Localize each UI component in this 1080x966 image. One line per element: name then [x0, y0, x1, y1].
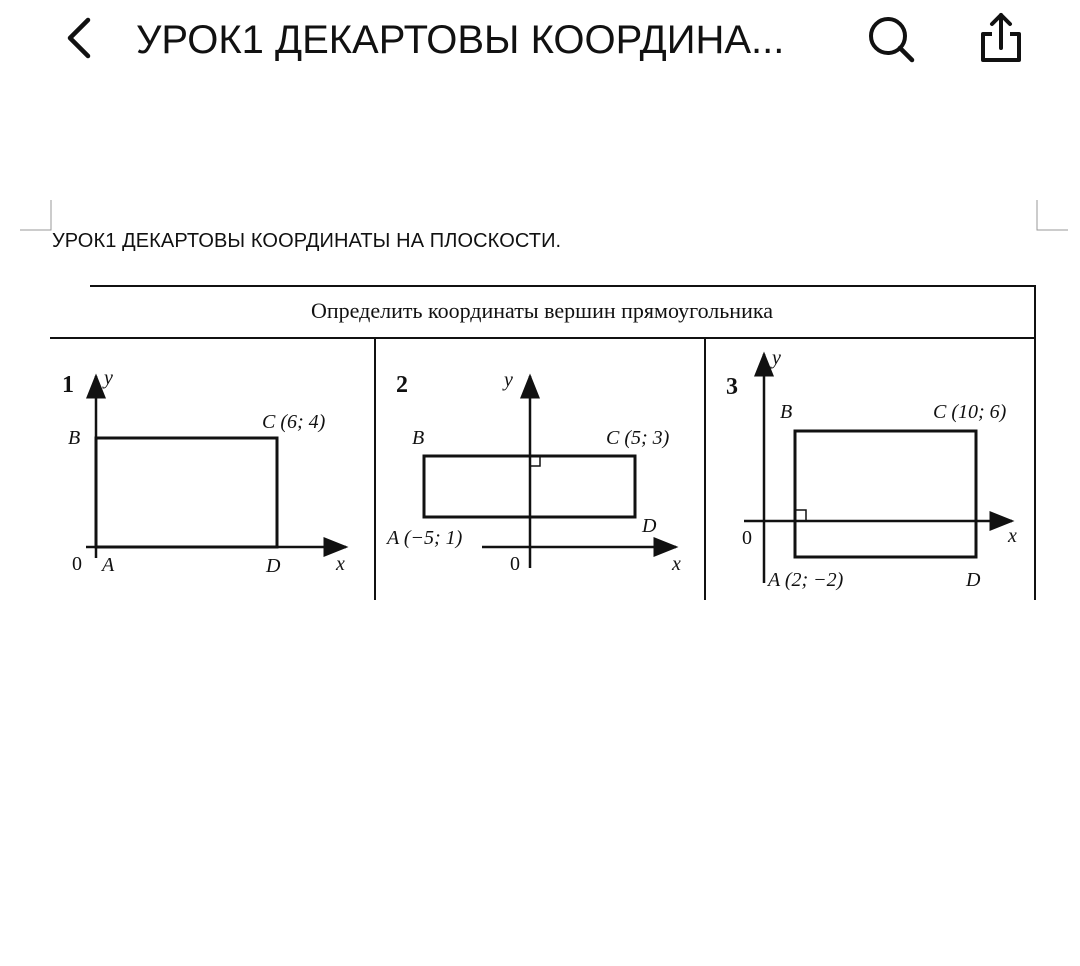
share-button[interactable] [972, 8, 1030, 68]
vertex-c-label: C (5; 3) [606, 427, 670, 449]
vertex-d-label: D [642, 515, 657, 537]
x-axis-label: x [336, 553, 345, 575]
panel-1 [62, 367, 346, 577]
x-axis-label: x [672, 553, 681, 575]
vertex-a-label: A (−5; 1) [387, 527, 463, 549]
right-angle-mark [795, 510, 806, 521]
panel-2 [385, 369, 681, 575]
vertex-d-label: D [266, 555, 281, 577]
y-axis-label: y [504, 369, 513, 391]
search-button[interactable] [862, 10, 918, 66]
origin-label: 0 [742, 527, 752, 549]
vertex-b-label: B [780, 401, 793, 423]
coordinate-figure [46, 278, 1038, 602]
rectangle [795, 431, 976, 557]
vertex-b-label: B [68, 427, 81, 449]
chevron-left-icon [56, 10, 106, 66]
origin-label: 0 [510, 553, 520, 575]
crop-mark-right [1036, 198, 1070, 232]
panel-number: 2 [396, 372, 408, 398]
vertex-c-label: C (10; 6) [933, 401, 1007, 423]
panel-number: 1 [62, 372, 74, 398]
table-title: Определить координаты вершин прямоугольника [311, 298, 773, 323]
app-bar [0, 0, 1080, 80]
document-title: УРОК1 ДЕКАРТОВЫ КООРДИНА... [136, 18, 785, 62]
origin-label: 0 [72, 553, 82, 575]
panel-number: 3 [726, 374, 738, 400]
rectangle [96, 438, 277, 547]
x-axis-label: x [1008, 525, 1017, 547]
y-axis-label: y [104, 367, 113, 389]
share-icon [972, 8, 1030, 68]
vertex-b-label: B [412, 427, 425, 449]
crop-mark-left [18, 198, 52, 232]
vertex-a-label: A [102, 554, 115, 576]
panel-3 [726, 347, 1017, 591]
y-axis-label: y [772, 347, 781, 369]
page-heading: УРОК1 ДЕКАРТОВЫ КООРДИНАТЫ НА ПЛОСКОСТИ. [52, 230, 562, 252]
vertex-a-label: A (2; −2) [768, 569, 844, 591]
vertex-d-label: D [966, 569, 981, 591]
vertex-c-label: C (6; 4) [262, 411, 326, 433]
search-icon [862, 10, 918, 66]
back-button[interactable] [56, 10, 106, 66]
